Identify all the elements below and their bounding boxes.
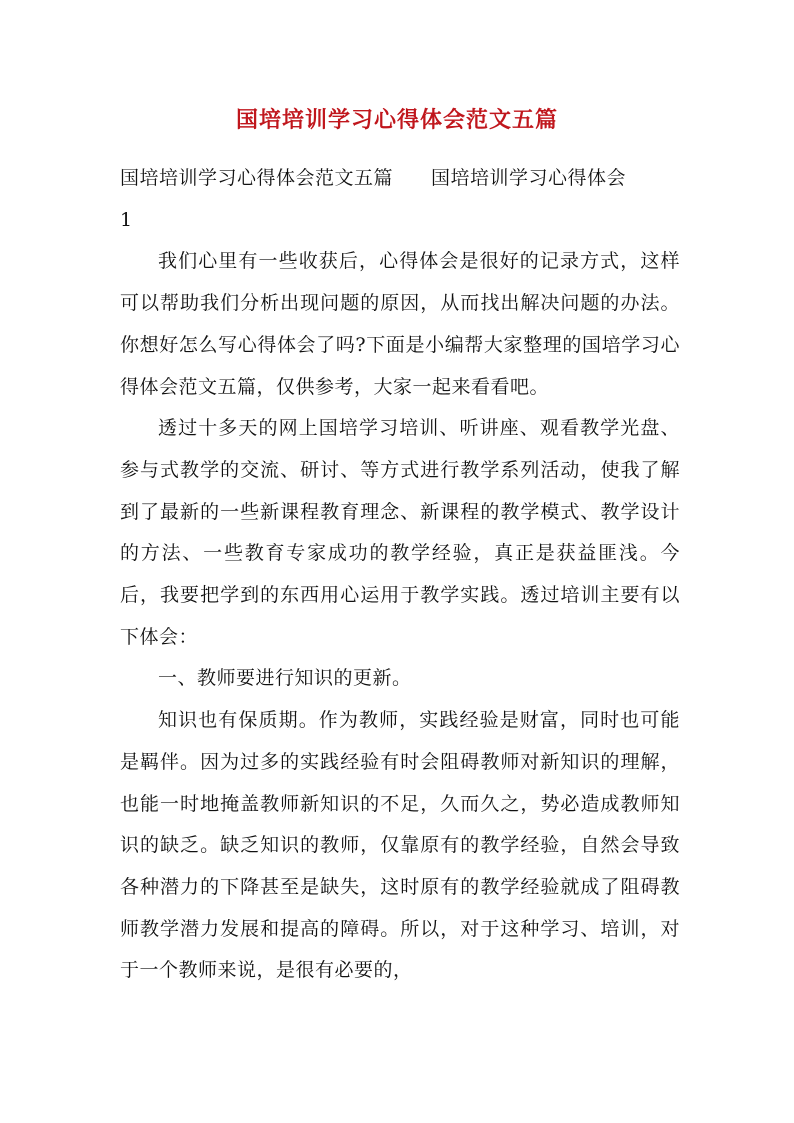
paragraph-knowledge: 知识也有保质期。作为教师，实践经验是财富，同时也可能是羁伴。因为过多的实践经验有时会阻碍教师对新知识的理解，也能一时地掩盖教师新知识的不足，久而久之，势必造成教师知识的缺乏。缺乏知识的教师，仅靠原有的教学经验，自然会导致各种潜力的下降甚至是缺失，这时原有的教学经验就成了阻碍教师教学潜力发展和提高的障碍。所以，对于这种学习、培训，对于一个教师来说，是很有必要的， <box>120 709 680 982</box>
subheading-number: 1 <box>120 208 133 231</box>
subheading-left: 国培培训学习心得体会范文五篇 <box>120 167 394 189</box>
paragraph-intro: 我们心里有一些收获后，心得体会是很好的记录方式，这样可以帮助我们分析出现问题的原因，从而找出解决问题的办法。你想好怎么写心得体会了吗?下面是小编帮大家整理的国培学习心得体会范文五篇，仅供参考，大家一起来看看吧。 <box>120 250 680 398</box>
document-body <box>120 158 680 992</box>
subheading-right: 国培培训学习心得体会 <box>431 167 627 189</box>
paragraph-heading-one: 一、教师要进行知识的更新。 <box>158 667 412 690</box>
paragraph-training: 透过十多天的网上国培学习培训、听讲座、观看教学光盘、参与式教学的交流、研讨、等方式进行教学系列活动，使我了解到了最新的一些新课程教育理念、新课程的教学模式、教学设计的方法、一些教育专家成功的教学经验，真正是获益匪浅。今后，我要把学到的东西用心运用于教学实践。透过培训主要有以下体会： <box>120 417 680 648</box>
document-title: 国培培训学习心得体会范文五篇 <box>235 107 558 133</box>
document-subheading <box>120 158 680 200</box>
